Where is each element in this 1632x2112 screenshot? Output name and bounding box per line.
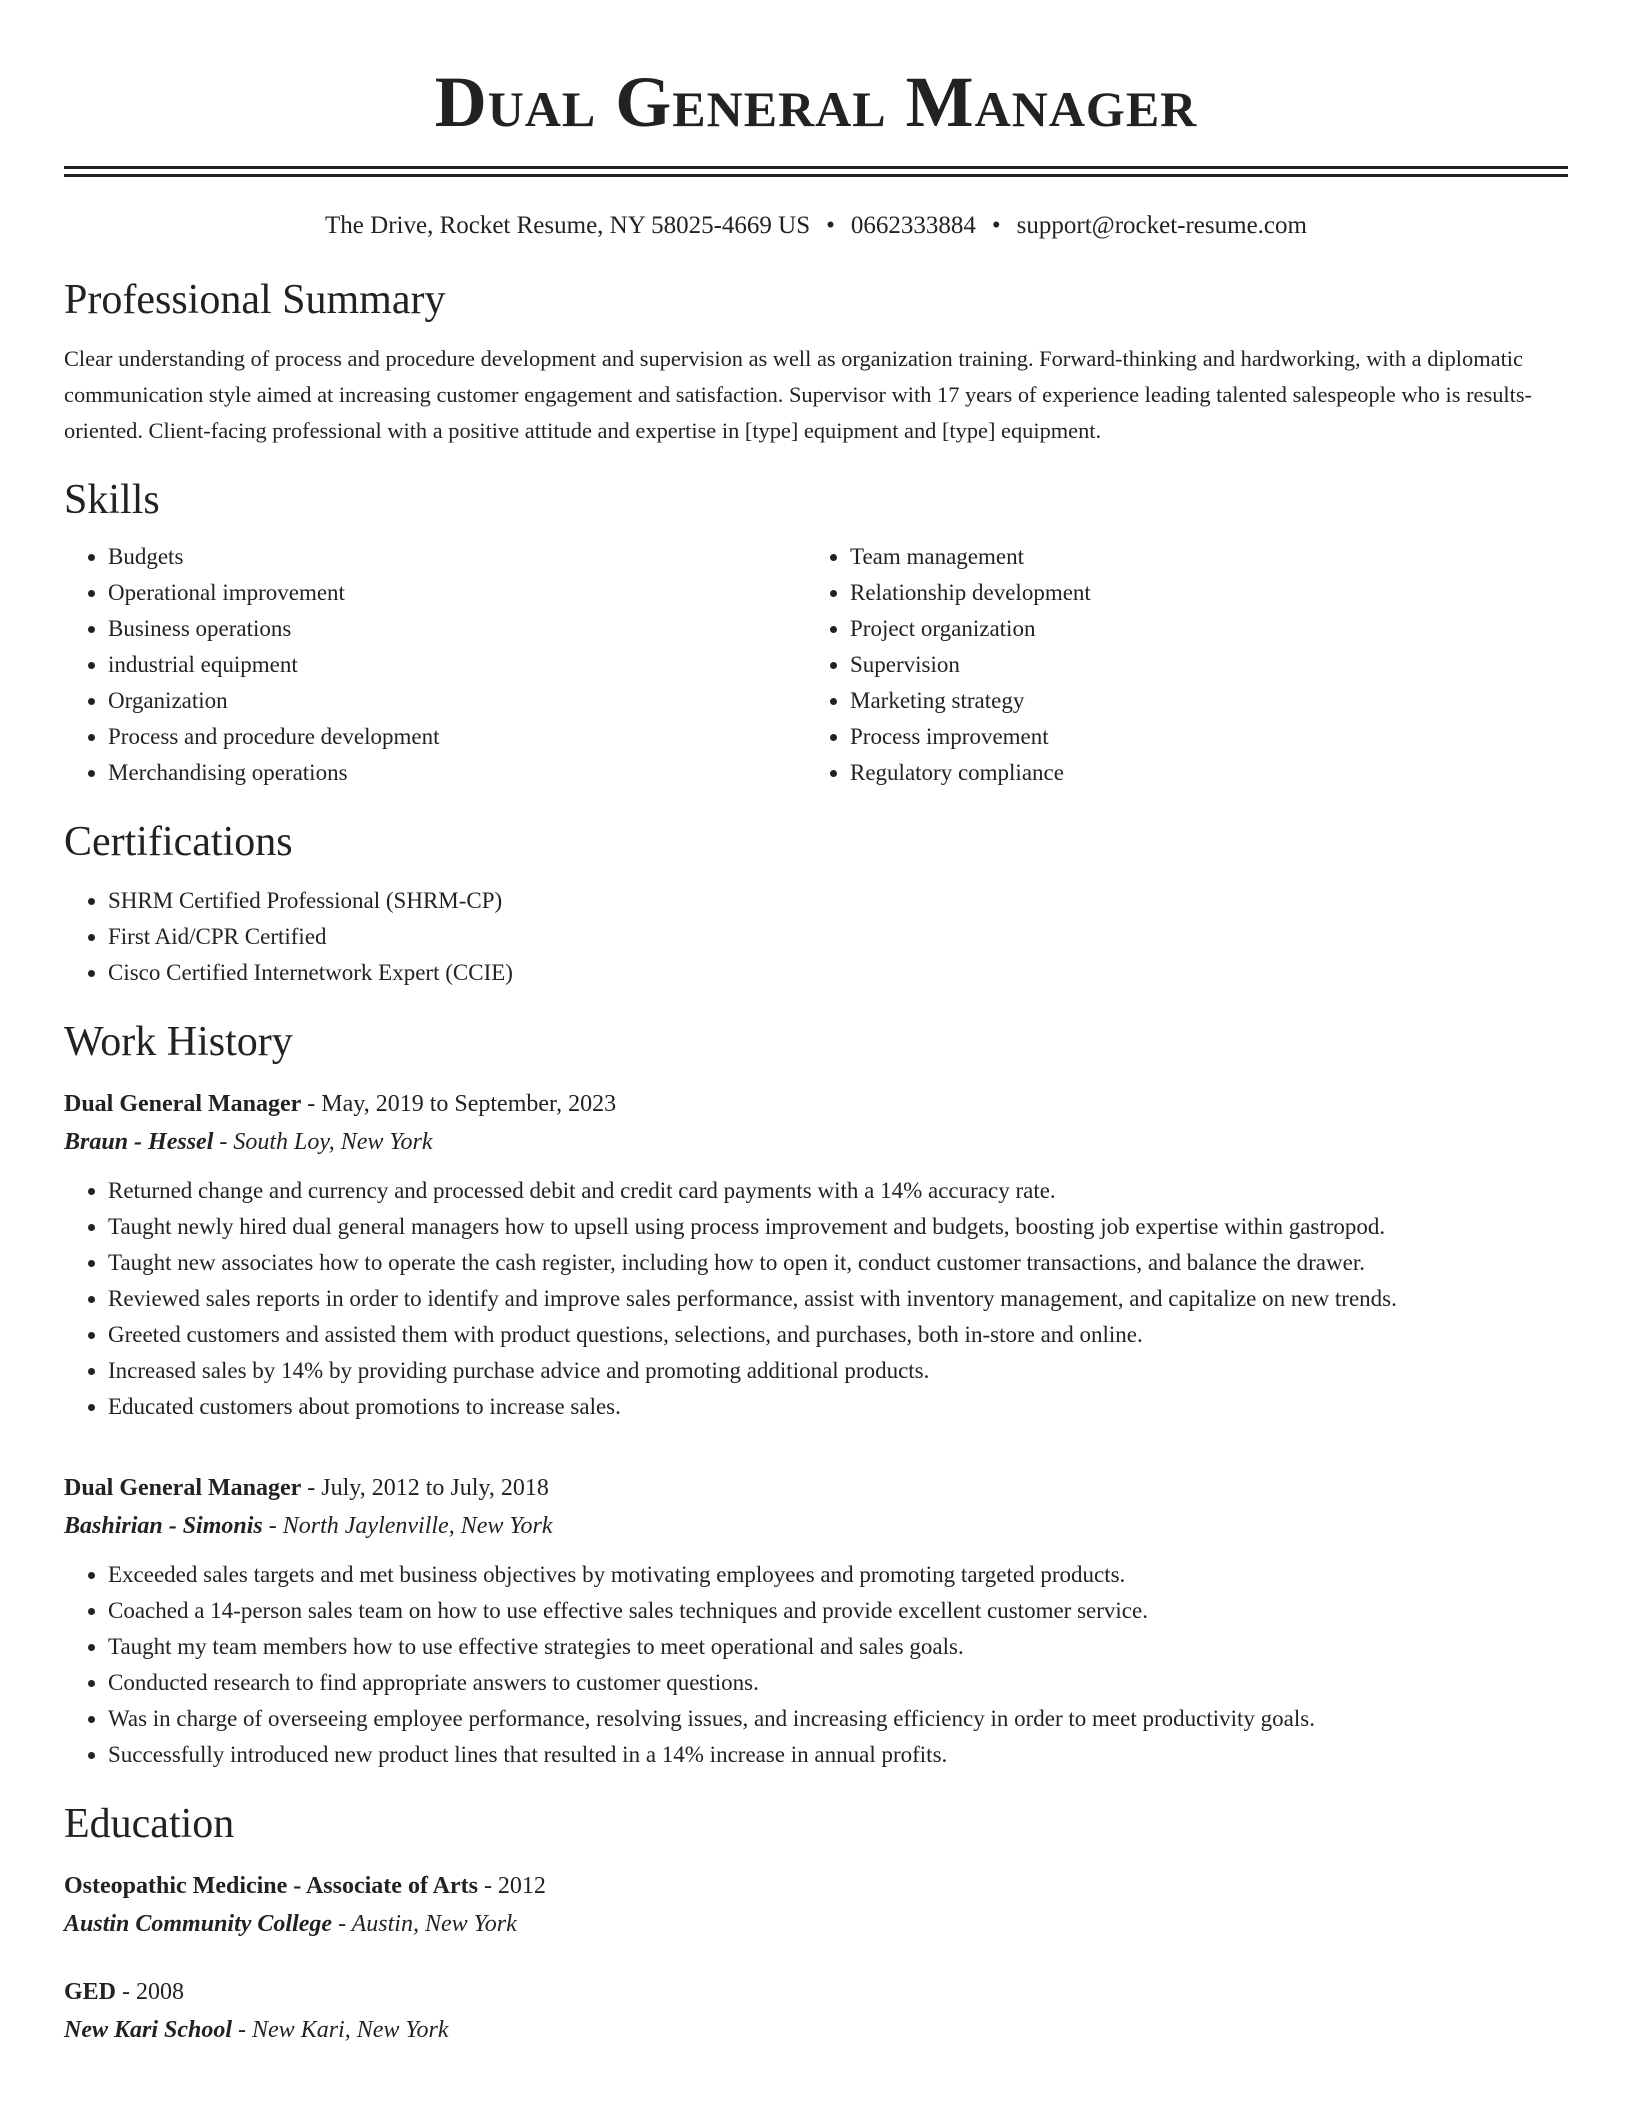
resume-name: Dual General Manager: [434, 62, 1198, 142]
skill-item: • Project organization: [850, 611, 1548, 647]
contact-email: support@rocket-resume.com: [1016, 212, 1307, 239]
skill-item: • Regulatory compliance: [850, 755, 1548, 791]
job-company-line: [64, 1123, 1568, 1161]
skills-list-right: [806, 539, 1548, 791]
contact-address: The Drive, Rocket Resume, NY 58025-4669 US: [325, 212, 811, 239]
job-bullets: [64, 1557, 1568, 1773]
education-degree: GED: [64, 1979, 117, 2005]
job-title-line: [64, 1469, 1568, 1507]
job-bullet: • Exceeded sales targets and met business objectives by motivating employees and promoting targeted products.: [108, 1557, 1568, 1593]
skill-item: • Marketing strategy: [850, 683, 1548, 719]
job-bullet: • Increased sales by 14% by providing purchase advice and promoting additional products.: [108, 1353, 1568, 1389]
skill-item: • Team management: [850, 539, 1548, 575]
summary-text: Clear understanding of process and procedure development and supervision as well as organization training. Forward-thinking and hardworking, with a diplomatic communication style aimed at increasing customer engagement and satisfaction. Supervisor with 17 years of experience leading talented salespeople who is results-oriented. Client-facing professional with a positive attitude and expertise in [type] equipment and [type] equipment.: [64, 346, 1532, 443]
job-bullet: • Coached a 14-person sales team on how to use effective sales techniques and provide excellent customer service.: [108, 1593, 1568, 1629]
certifications-list: [64, 883, 1568, 991]
education-school-line: [64, 1905, 1568, 1943]
education-degree-line: [64, 1867, 1568, 1905]
job-bullet: • Returned change and currency and processed debit and credit card payments with a 14% accuracy rate.: [108, 1173, 1568, 1209]
skill-item: • Operational improvement: [108, 575, 806, 611]
skills-grid: [64, 539, 1568, 791]
education-entry: [64, 1867, 1568, 1943]
summary-section: [64, 275, 1568, 449]
skills-section: [64, 475, 1568, 791]
skill-item: • Supervision: [850, 647, 1548, 683]
education-year: - 2012: [477, 1873, 546, 1899]
certifications-section: [64, 817, 1568, 991]
job-company-line: [64, 1507, 1568, 1545]
contact-separator: •: [826, 212, 835, 239]
skill-item: • Organization: [108, 683, 806, 719]
education-school: New Kari School: [64, 2017, 233, 2043]
job-bullets: [64, 1173, 1568, 1425]
job-location: - South Loy, New York: [213, 1129, 433, 1155]
job-bullet: • Taught newly hired dual general managers how to upsell using process improvement and budgets, boosting job expertise within gastropod.: [108, 1209, 1568, 1245]
summary-heading: Professional Summary: [64, 277, 446, 323]
job-role: Dual General Manager: [64, 1475, 302, 1501]
education-entry: [64, 1973, 1568, 2049]
job-dates: - July, 2012 to July, 2018: [301, 1475, 549, 1501]
skill-item: • Merchandising operations: [108, 755, 806, 791]
work-history-section: [64, 1017, 1568, 1773]
certification-item: • SHRM Certified Professional (SHRM-CP): [108, 883, 1568, 919]
job-bullet: • Educated customers about promotions to increase sales.: [108, 1389, 1568, 1425]
job-entry: [64, 1469, 1568, 1773]
education-year: - 2008: [116, 1979, 185, 2005]
skills-column-right: [806, 539, 1548, 791]
education-school-line: [64, 2011, 1568, 2049]
skill-item: • industrial equipment: [108, 647, 806, 683]
skill-item: • Relationship development: [850, 575, 1548, 611]
certification-item: • First Aid/CPR Certified: [108, 919, 1568, 955]
contact-line: [64, 211, 1568, 241]
job-company: Braun - Hessel: [64, 1129, 214, 1155]
job-location: - North Jaylenville, New York: [262, 1513, 553, 1539]
job-title-line: [64, 1085, 1568, 1123]
job-bullet: • Was in charge of overseeing employee performance, resolving issues, and increasing efficiency in order to meet productivity goals.: [108, 1701, 1568, 1737]
job-bullet: • Reviewed sales reports in order to identify and improve sales performance, assist with inventory management, and capitalize on new trends.: [108, 1281, 1568, 1317]
skills-heading: Skills: [64, 477, 160, 523]
job-entry: [64, 1085, 1568, 1425]
job-bullet: • Conducted research to find appropriate answers to customer questions.: [108, 1665, 1568, 1701]
skills-column-left: [64, 539, 806, 791]
job-bullet: • Taught my team members how to use effective strategies to meet operational and sales goals.: [108, 1629, 1568, 1665]
education-degree-line: [64, 1973, 1568, 2011]
contact-separator: •: [991, 212, 1001, 239]
education-school: Austin Community College: [64, 1911, 333, 1937]
skill-item: • Process and procedure development: [108, 719, 806, 755]
skills-list-left: [64, 539, 806, 791]
education-location: - Austin, New York: [332, 1911, 517, 1937]
education-heading: Education: [64, 1801, 235, 1847]
job-company: Bashirian - Simonis: [64, 1513, 263, 1539]
work-history-heading: Work History: [64, 1019, 293, 1065]
job-bullet: • Taught new associates how to operate the cash register, including how to open it, conduct customer transactions, and balance the drawer.: [108, 1245, 1568, 1281]
header-double-rule: [64, 166, 1568, 177]
job-bullet: • Greeted customers and assisted them with product questions, selections, and purchases, both in-store and online.: [108, 1317, 1568, 1353]
job-role: Dual General Manager: [64, 1091, 302, 1117]
job-dates: - May, 2019 to September, 2023: [301, 1091, 617, 1117]
education-degree: Osteopathic Medicine - Associate of Arts: [64, 1873, 478, 1899]
certification-item: • Cisco Certified Internetwork Expert (CCIE): [108, 955, 1568, 991]
skill-item: • Process improvement: [850, 719, 1548, 755]
contact-phone: 0662333884: [850, 212, 976, 239]
education-location: - New Kari, New York: [232, 2017, 449, 2043]
skill-item: • Budgets: [108, 539, 806, 575]
education-section: [64, 1799, 1568, 2049]
certifications-heading: Certifications: [64, 819, 293, 865]
job-bullet: • Successfully introduced new product lines that resulted in a 14% increase in annual profits.: [108, 1737, 1568, 1773]
skill-item: • Business operations: [108, 611, 806, 647]
